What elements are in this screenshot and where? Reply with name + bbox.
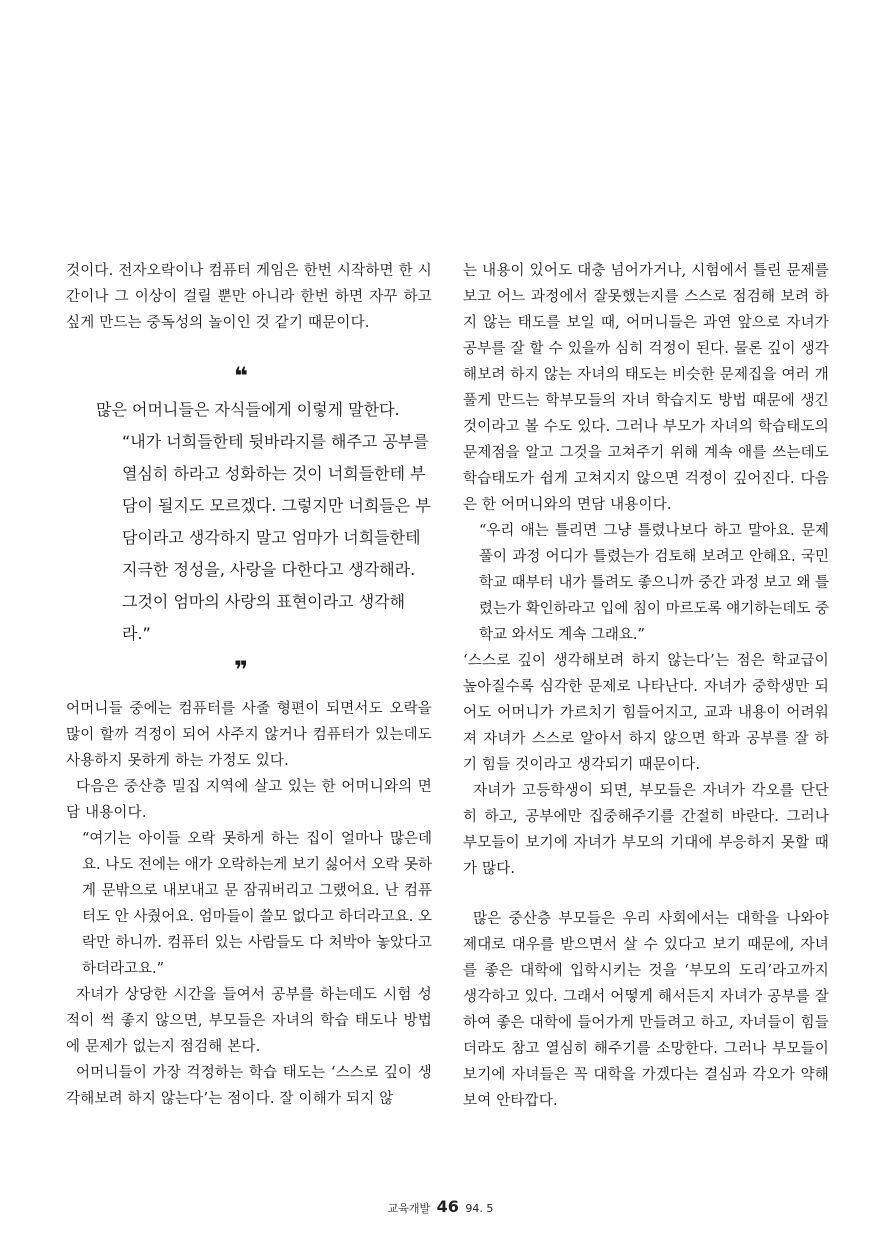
left-column — [66, 258, 432, 1112]
pull-quote-lead: 많은 어머니들은 자식들에게 이렇게 말한다. — [96, 400, 400, 419]
interview-quote: “우리 애는 틀리면 그냥 틀렸나보다 하고 말아요. 문제풀이 과정 어디가 틀렸는가 검토해 보려고 안해요. 국민학교 때부터 내가 틀려도 좋으니까 중간 과정 보고 왜 틀렸는가 확인하라고 입에 침이 마르도록 얘기하는데도 중학교 와서도 계속 그래요.” — [479, 523, 829, 643]
close-quote-icon: ❞ — [234, 656, 249, 684]
open-quote-icon: ❝ — [234, 362, 249, 390]
body-paragraph: 자녀가 고등학생이 되면, 부모들은 자녀가 각오를 단단히 하고, 공부에만 집중해주기를 간절히 바란다. 그러나 부모들이 보기에 자녀가 부모의 기대에 부응하지 못할 때가 많다. — [463, 783, 829, 877]
body-paragraph: 어머니들이 가장 걱정하는 학습 태도는 ‘스스로 깊이 생각해보려 하지 않는다’는 점이다. 잘 이해가 되지 않 — [66, 1065, 432, 1107]
body-paragraph: 자녀가 상당한 시간을 들여서 공부를 하는데도 시험 성적이 썩 좋지 않으면, 부모들은 자녀의 학습 태도나 방법에 문제가 없는지 점검해 본다. — [66, 987, 432, 1055]
page-footer — [0, 1197, 881, 1216]
magazine-name: 교육개발 — [387, 1202, 431, 1215]
body-paragraph: 많은 중산층 부모들은 우리 사회에서는 대학을 나와야 제대로 대우를 받으면서 살 수 있다고 보기 때문에, 자녀를 좋은 대학에 입학시키는 것을 ‘부모의 도리’라고까지 생각하고 있다. 그래서 어떻게 해서든지 자녀가 공부를 잘하여 좋은 대학에 들어가게 만들려고 하고, 자녀들이 힘들더라도 참고 열심히 해주기를 소망한다. 그러나 부모들이 보기에 자녀들은 꼭 대학을 가겠다는 결심과 각오가 약해 보여 안타깝다. — [463, 911, 829, 1109]
body-paragraph: 것이다. 전자오락이나 컴퓨터 게임은 한번 시작하면 한 시간이나 그 이상이 걸릴 뿐만 아니라 한번 하면 자꾸 하고 싶게 만드는 중독성의 놀이인 것 같기 때문이다. — [66, 263, 432, 331]
body-paragraph: 는 내용이 있어도 대충 넘어가거나, 시험에서 틀린 문제를 보고 어느 과정에서 잘못했는지를 스스로 점검해 보려 하지 않는 태도를 보일 때, 어머니들은 과연 앞으로 자녀가 공부를 잘 할 수 있을까 심히 걱정이 된다. 물론 깊이 생각해보려 하지 않는 자녀의 태도는 비슷한 문제집을 여러 개 풀게 만드는 학부모들의 자녀 학습지도 방법 때문에 생긴 것이라고 볼 수도 있다. 그러나 부모가 자녀의 학습태도의 문제점을 알고 그것을 고쳐주기 위해 계속 애를 쓰는데도 학습태도가 쉽게 고쳐지지 않으면 걱정이 깊어진다. 다음은 한 어머니와의 면담 내용이다. — [463, 263, 829, 513]
pull-quote-text: “내가 너희들한테 뒷바라지를 해주고 공부를 열심히 하라고 성화하는 것이 너희들한테 부담이 될지도 모르겠다. 그렇지만 너희들은 부담이라고 생각하지 말고 엄마가 너희들한테 지극한 정성을, 사랑을 다한다고 생각해라. 그것이 엄마의 사랑의 표현이라고 생각해라.” — [122, 432, 431, 643]
section-gap — [463, 882, 829, 906]
body-paragraph: 다음은 중산층 밀집 지역에 살고 있는 한 어머니와의 면담 내용이다. — [66, 779, 432, 821]
right-column — [463, 258, 829, 1114]
issue-date: 94. 5 — [465, 1202, 494, 1215]
body-paragraph: ‘스스로 깊이 생각해보려 하지 않는다’는 점은 학교급이 높아질수록 심각한 문제로 나타난다. 자녀가 중학생만 되어도 어머니가 가르치기 힘들어지고, 교과 내용이 어려워져 자녀가 스스로 알아서 하지 않으면 학과 공부를 잘 하기 힘들 것이라고 생각되기 때문이다. — [463, 653, 829, 773]
body-paragraph: 어머니들 중에는 컴퓨터를 사줄 형편이 되면서도 오락을 많이 할까 걱정이 되어 사주지 않거나 컴퓨터가 있는데도 사용하지 못하게 하는 가정도 있다. — [66, 701, 432, 769]
page-number: 46 — [436, 1197, 459, 1216]
interview-quote: “여기는 아이들 오락 못하게 하는 집이 얼마나 많은데요. 나도 전에는 애가 오락하는게 보기 싫어서 오락 못하게 문밖으로 내보내고 문 잠궈버리고 그랬어요. 난 컴퓨터도 안 사줬어요. 엄마들이 쓸모 없다고 하더라고요. 오락만 하니까. 컴퓨터 있는 사람들도 다 처박아 놓았다고 하더라고요.” — [82, 831, 432, 977]
